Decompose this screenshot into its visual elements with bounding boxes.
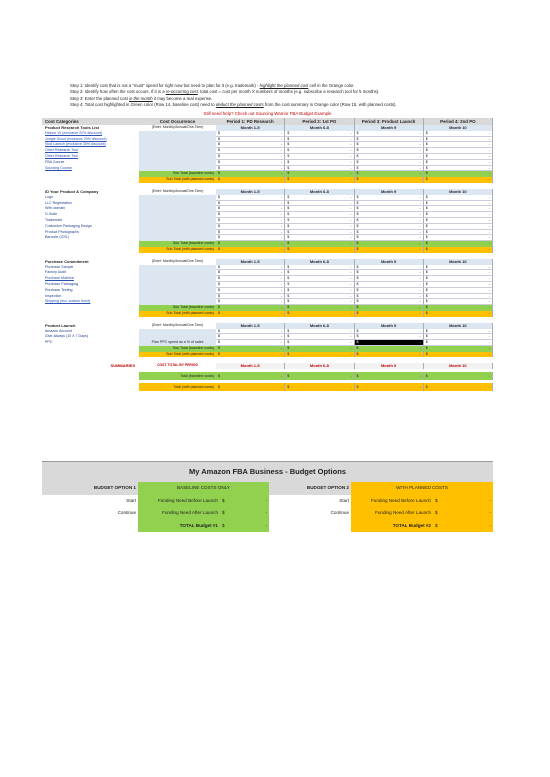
amount-cell[interactable]: $ - xyxy=(355,230,424,236)
amount-cell[interactable]: $ - xyxy=(424,230,493,236)
subtotal-label: Sub Total (baseline costs) xyxy=(139,305,216,311)
amount-cell[interactable]: $ - xyxy=(285,230,354,236)
amount-cell[interactable]: $ - xyxy=(216,218,285,224)
amount-cell[interactable]: $ - xyxy=(355,148,424,154)
budget-start-row: Start Funding Need Before Launch $ - Start Funding Need Before Launch $ - xyxy=(42,495,493,508)
amount-cell[interactable]: $ - xyxy=(285,218,354,224)
item-label: Trademark xyxy=(45,217,63,222)
amount-cell[interactable]: $ - xyxy=(285,276,354,282)
section-month-label: Month 10 xyxy=(424,323,493,329)
amount-cell[interactable]: $ - xyxy=(285,299,354,305)
amount-cell[interactable]: $ - xyxy=(285,148,354,154)
section-month-label: Month 1-5 xyxy=(216,323,285,329)
amount-cell[interactable]: $ - xyxy=(355,270,424,276)
item-label: Purchase Packaging xyxy=(45,281,78,286)
amount-cell[interactable]: $ - xyxy=(424,177,493,183)
amount-cell[interactable]: $ - xyxy=(216,131,285,137)
subtotal-planned-row xyxy=(42,247,493,253)
item-label: G-Suite xyxy=(45,212,58,217)
subtotal-planned-row xyxy=(42,311,493,317)
item-link[interactable]: Helium 10 (exclusive 20% discount) xyxy=(45,130,102,135)
item-label: Give-Always (10 X 7 Days) xyxy=(45,334,88,339)
section-month-label: Month 9 xyxy=(355,259,424,265)
item-link[interactable]: Other Research Tool xyxy=(45,153,78,158)
amount-cell[interactable]: $ - xyxy=(216,177,285,183)
section-occurrence-hint: (Enter: Monthly/Annual/One-Time) xyxy=(151,125,204,129)
section-month-label: Month 10 xyxy=(424,125,493,131)
amount-cell[interactable]: $ - xyxy=(424,265,493,271)
section-title: ID Your Product & Company xyxy=(45,188,99,194)
summary-header xyxy=(42,363,493,369)
subtotal-label: Sub Total (with planned costs) xyxy=(139,352,216,358)
header-period-1: Period 1: PD Research xyxy=(216,118,285,125)
section-month-label: Month 6-8 xyxy=(285,323,354,329)
amount-cell[interactable]: $ - xyxy=(285,235,354,241)
amount-cell[interactable]: $ - xyxy=(216,154,285,160)
section-month-label: Month 1-5 xyxy=(216,259,285,265)
amount-cell[interactable]: $ - xyxy=(424,154,493,160)
section-title: Product Research Tools List xyxy=(45,125,99,130)
instruction-step-4: Step 4: Total cost highlighted in Green color (Row 14, baseline cost) need to deduct the planned costs from the cost summary in Orange color (Row 15, with planned costs). xyxy=(70,101,397,107)
amount-cell[interactable]: $ - xyxy=(424,142,493,148)
amount-cell[interactable]: $ - xyxy=(355,166,424,172)
amount-cell[interactable]: $ - xyxy=(285,294,354,300)
subtotal-planned-row xyxy=(42,352,493,358)
amount-cell[interactable]: $ - xyxy=(355,311,424,317)
amount-cell[interactable]: $ - xyxy=(424,131,493,137)
budget-1-after-value[interactable]: $ - xyxy=(220,507,269,520)
amount-cell[interactable]: $ - xyxy=(424,352,493,358)
amount-cell[interactable]: $ - xyxy=(216,247,285,253)
item-link[interactable]: Sourcing Course xyxy=(45,165,72,170)
amount-cell[interactable]: $ - xyxy=(355,282,424,288)
subtotal-label: Sub Total (baseline costs) xyxy=(139,241,216,247)
amount-cell[interactable]: $ - xyxy=(285,177,354,183)
amount-cell[interactable]: $ - xyxy=(285,282,354,288)
header-period-4: Period 4: 2nd PO xyxy=(424,118,493,125)
amount-cell[interactable]: $ - xyxy=(285,154,354,160)
amount-cell[interactable]: $ - xyxy=(355,276,424,282)
amount-cell[interactable]: $ - xyxy=(424,294,493,300)
amount-cell[interactable]: $ - xyxy=(285,340,354,346)
amount-cell[interactable]: $ - xyxy=(285,311,354,317)
budget-title: My Amazon FBA Business - Budget Options xyxy=(42,461,493,483)
amount-cell[interactable]: $ - xyxy=(216,148,285,154)
header-period-3: Period 3: Product Launch xyxy=(355,118,424,125)
amount-cell[interactable]: $ - xyxy=(285,160,354,166)
amount-cell[interactable]: $ - xyxy=(216,299,285,305)
summary-month-1: Month 1-5 xyxy=(216,363,285,369)
total-budget-1-label: TOTAL Budget #1 xyxy=(138,520,220,533)
amount-cell[interactable]: $ - xyxy=(355,352,424,358)
amount-cell[interactable]: $ - xyxy=(355,334,424,340)
amount-cell[interactable]: $ - xyxy=(424,311,493,317)
amount-cell[interactable]: $ - xyxy=(285,137,354,143)
amount-cell[interactable]: $ - xyxy=(285,224,354,230)
amount-cell[interactable]: $ - xyxy=(216,282,285,288)
amount-cell[interactable]: $ - xyxy=(216,142,285,148)
section-month-label: Month 6-8 xyxy=(285,189,354,195)
summary-total-baseline: Total (baseline costs) $ - $ - $ - $ - xyxy=(42,372,493,380)
amount-cell[interactable]: $ - xyxy=(216,288,285,294)
amount-cell[interactable]: $ - xyxy=(355,137,424,143)
amount-cell[interactable]: $ - xyxy=(355,224,424,230)
section-occurrence-hint: (Enter: Monthly/Annual/One-Time) xyxy=(151,322,204,327)
section-month-label: Month 6-8 xyxy=(285,125,354,131)
instruction-step-1: Step 1: Identify cost that is not a "must" spend for right now but need to plan for it (e.g. trademark) - highlight the planned cost cell in the Orange color. xyxy=(70,83,355,88)
item-label: Product Photographs xyxy=(45,229,79,234)
amount-cell[interactable]: $ - xyxy=(355,247,424,253)
amount-cell[interactable]: $ - xyxy=(355,131,424,137)
amount-cell[interactable]: $ - xyxy=(424,270,493,276)
summary-month-2: Month 6-8 xyxy=(285,363,354,369)
amount-cell[interactable]: $ - xyxy=(285,171,354,177)
amount-cell[interactable]: $ - xyxy=(216,329,285,335)
amount-cell[interactable]: $ - xyxy=(355,340,424,346)
amount-cell[interactable]: $ - xyxy=(355,235,424,241)
total-budget-2-value[interactable]: $ - xyxy=(433,520,493,533)
amount-cell[interactable]: $ - xyxy=(216,340,285,346)
summary-occurrence: COST TOTAL BY PERIOD xyxy=(157,363,198,368)
amount-cell[interactable]: $ - xyxy=(355,142,424,148)
amount-cell[interactable]: $ - xyxy=(285,334,354,340)
amount-cell[interactable]: $ - xyxy=(424,235,493,241)
item-link[interactable]: Other Research Tool xyxy=(45,148,78,153)
instructions xyxy=(42,80,493,110)
budget-option-2-title: WITH PLANNED COSTS xyxy=(351,482,493,495)
amount-cell[interactable]: $ - xyxy=(285,142,354,148)
amount-cell[interactable]: $ - xyxy=(216,294,285,300)
amount-cell[interactable]: $ - xyxy=(216,270,285,276)
item-label: LLC Registration xyxy=(45,200,72,205)
item-label: Barcode (GS1) xyxy=(45,235,69,240)
budget-1-before-value[interactable]: $ - xyxy=(220,495,269,508)
instruction-step-3: Step 3: Enter the planned cost in the month it may become a real expense. xyxy=(70,95,213,101)
total-budget-2-label: TOTAL Budget #2 xyxy=(351,520,433,533)
amount-cell[interactable]: $ - xyxy=(424,171,493,177)
amount-cell[interactable]: $ - xyxy=(355,212,424,218)
amount-cell[interactable]: $ - xyxy=(424,160,493,166)
item-label: FBA Course xyxy=(45,159,65,164)
item-label: Customize Packaging Design xyxy=(45,223,92,228)
amount-cell[interactable]: $ - xyxy=(355,329,424,335)
budget-2-after-value[interactable]: $ - xyxy=(433,507,493,520)
amount-cell[interactable]: $ - xyxy=(355,177,424,183)
budget-total-row xyxy=(42,520,493,533)
instruction-step-2: Step 2: Identify how often the cost occurs. If it is a re-occurring cost: total cost = cost per month X numbers of months (e.g. subscribe a research tool for 5 months). xyxy=(70,89,380,95)
amount-cell[interactable]: $ - xyxy=(424,201,493,207)
amount-cell[interactable]: $ - xyxy=(424,276,493,282)
amount-cell[interactable]: $ - xyxy=(424,212,493,218)
item-label: PPC xyxy=(45,340,53,345)
amount-cell[interactable]: $ - xyxy=(424,224,493,230)
amount-cell[interactable]: $ - xyxy=(285,201,354,207)
summary-label: SUMMARIES xyxy=(110,363,135,369)
amount-cell[interactable]: $ - xyxy=(285,265,354,271)
subtotal-label: Sub Total (with planned costs) xyxy=(139,177,216,183)
amount-cell[interactable]: $ - xyxy=(216,346,285,352)
amount-cell[interactable]: $ - xyxy=(285,131,354,137)
budget-continue-row: Continue Funding Need After Launch $ - Continue Funding Need After Launch $ - xyxy=(42,507,493,520)
budget-sheet xyxy=(42,80,493,460)
amount-cell[interactable]: $ - xyxy=(355,346,424,352)
amount-cell[interactable]: $ - xyxy=(424,247,493,253)
amount-cell[interactable]: $ - xyxy=(424,329,493,335)
amount-cell[interactable]: $ - xyxy=(355,171,424,177)
amount-cell[interactable]: $ - xyxy=(355,265,424,271)
budget-option-1-label: BUDGET OPTION 1 xyxy=(42,482,138,495)
subtotal-label: Sub Total (baseline costs) xyxy=(139,346,216,352)
amount-cell[interactable]: $ - xyxy=(285,212,354,218)
section-occurrence-hint: (Enter: Monthly/Annual/One-Time) xyxy=(151,258,204,263)
amount-cell[interactable]: $ - xyxy=(424,334,493,340)
item-label: Factory Audit xyxy=(45,270,66,275)
amount-cell[interactable]: $ - xyxy=(424,288,493,294)
amount-cell[interactable]: $ - xyxy=(216,224,285,230)
amount-cell[interactable]: $ - xyxy=(285,241,354,247)
section-month-label: Month 10 xyxy=(424,259,493,265)
amount-cell[interactable]: $ - xyxy=(285,247,354,253)
item-link[interactable]: Shipping (incl. custom bond) xyxy=(45,299,91,304)
summary-total-planned: Total (with planned costs) $ - $ - $ - $ - xyxy=(42,383,493,391)
amount-cell[interactable]: $ - xyxy=(216,171,285,177)
amount-cell[interactable]: $ - xyxy=(216,195,285,201)
amount-cell[interactable]: $ - xyxy=(424,148,493,154)
amount-cell[interactable]: $ - xyxy=(216,206,285,212)
item-link[interactable]: Purchase Material xyxy=(45,276,74,281)
amount-cell[interactable]: $ - xyxy=(355,160,424,166)
amount-cell[interactable]: $ - xyxy=(285,305,354,311)
amount-cell[interactable]: $ - xyxy=(216,160,285,166)
amount-cell[interactable]: $ - xyxy=(216,235,285,241)
section-occurrence-hint: (Enter: Monthly/Annual/One-Time) xyxy=(151,188,204,193)
section-month-label: Month 9 xyxy=(355,189,424,195)
cost-sections xyxy=(42,125,493,357)
item-link[interactable]: Jungle Scout (exclusive 20% discount) xyxy=(45,136,107,141)
occurrence-input[interactable]: Plan PPC spend as a % of sales xyxy=(139,340,216,346)
amount-cell[interactable]: $ - xyxy=(355,218,424,224)
section-title: Purchase Commitment xyxy=(45,258,89,264)
summary-month-3: Month 9 xyxy=(355,363,424,369)
amount-cell[interactable]: $ - xyxy=(216,276,285,282)
total-budget-1-value[interactable]: $ - xyxy=(220,520,269,533)
amount-cell[interactable]: $ - xyxy=(424,346,493,352)
amount-cell[interactable]: $ - xyxy=(424,305,493,311)
section-month-label: Month 1-5 xyxy=(216,189,285,195)
section-title: Product Launch xyxy=(45,322,76,328)
section-month-label: Month 9 xyxy=(355,125,424,131)
table-header xyxy=(42,118,493,125)
subtotal-planned-row xyxy=(42,177,493,183)
header-cost-categories: Cost Categories xyxy=(45,119,79,124)
amount-cell[interactable]: $ - xyxy=(355,241,424,247)
amount-cell[interactable]: $ - xyxy=(216,334,285,340)
amount-cell[interactable]: $ - xyxy=(424,218,493,224)
amount-cell[interactable]: $ - xyxy=(355,294,424,300)
amount-cell[interactable]: $ - xyxy=(285,288,354,294)
subtotal-label: Sub Total (with planned costs) xyxy=(139,311,216,317)
amount-cell[interactable]: $ - xyxy=(285,329,354,335)
item-label: Amazon Account xyxy=(45,328,72,333)
amount-cell[interactable]: $ - xyxy=(424,195,493,201)
summary-month-4: Month 10 xyxy=(424,363,493,369)
amount-cell[interactable]: $ - xyxy=(216,352,285,358)
amount-cell[interactable]: $ - xyxy=(424,299,493,305)
amount-cell[interactable]: $ - xyxy=(424,340,493,346)
amount-cell[interactable]: $ - xyxy=(216,305,285,311)
amount-cell[interactable]: $ - xyxy=(216,201,285,207)
amount-cell[interactable]: $ - xyxy=(424,282,493,288)
item-label: Purchase Sample xyxy=(45,264,74,269)
item-label: Purchase Testing xyxy=(45,287,73,292)
amount-cell[interactable]: $ - xyxy=(355,305,424,311)
header-cost-occurrence: Cost Occurrence xyxy=(159,119,196,124)
amount-cell[interactable]: $ - xyxy=(355,201,424,207)
amount-cell[interactable]: $ - xyxy=(355,154,424,160)
section-month-label: Month 9 xyxy=(355,323,424,329)
budget-header-row xyxy=(42,482,493,495)
section-month-label: Month 6-8 xyxy=(285,259,354,265)
amount-cell[interactable]: $ - xyxy=(216,241,285,247)
amount-cell[interactable]: $ - xyxy=(216,166,285,172)
amount-cell[interactable]: $ - xyxy=(216,137,285,143)
section-month-label: Month 10 xyxy=(424,189,493,195)
item-label: Web domain xyxy=(45,206,66,211)
item-label: Inspection xyxy=(45,293,62,298)
amount-cell[interactable]: $ - xyxy=(285,195,354,201)
amount-cell[interactable]: $ - xyxy=(355,195,424,201)
amount-cell[interactable]: $ - xyxy=(216,265,285,271)
item-label: Logo xyxy=(45,194,53,199)
amount-cell[interactable]: $ - xyxy=(424,206,493,212)
item-link[interactable]: Viral Launch (exclusive 35% discount) xyxy=(45,142,106,147)
subtotal-label: Sub Total (baseline costs) xyxy=(139,171,216,177)
amount-cell[interactable]: $ - xyxy=(216,230,285,236)
header-period-2: Period 2: 1st PO xyxy=(285,118,354,125)
amount-cell[interactable]: $ - xyxy=(216,311,285,317)
budget-option-1-title: BASELINE COSTS ONLY xyxy=(138,482,269,495)
subtotal-label: Sub Total (with planned costs) xyxy=(139,247,216,253)
amount-cell[interactable]: $ - xyxy=(424,241,493,247)
amount-cell[interactable]: $ - xyxy=(355,299,424,305)
section-month-label: Month 1-5 xyxy=(216,125,285,131)
amount-cell[interactable]: $ - xyxy=(285,166,354,172)
amount-cell[interactable]: $ - xyxy=(285,206,354,212)
amount-cell[interactable]: $ - xyxy=(285,346,354,352)
amount-cell[interactable]: $ - xyxy=(355,206,424,212)
budget-options xyxy=(42,482,493,532)
amount-cell[interactable]: $ - xyxy=(424,166,493,172)
amount-cell[interactable]: $ - xyxy=(355,288,424,294)
budget-option-2-label: BUDGET OPTION 2 xyxy=(269,482,351,495)
amount-cell[interactable]: $ - xyxy=(285,352,354,358)
amount-cell[interactable]: $ - xyxy=(424,137,493,143)
help-link[interactable]: Still need help? Check out Sourcing Warrior FBA Budget Example xyxy=(203,111,332,116)
budget-2-before-value[interactable]: $ - xyxy=(433,495,493,508)
amount-cell[interactable]: $ - xyxy=(216,212,285,218)
amount-cell[interactable]: $ - xyxy=(285,270,354,276)
